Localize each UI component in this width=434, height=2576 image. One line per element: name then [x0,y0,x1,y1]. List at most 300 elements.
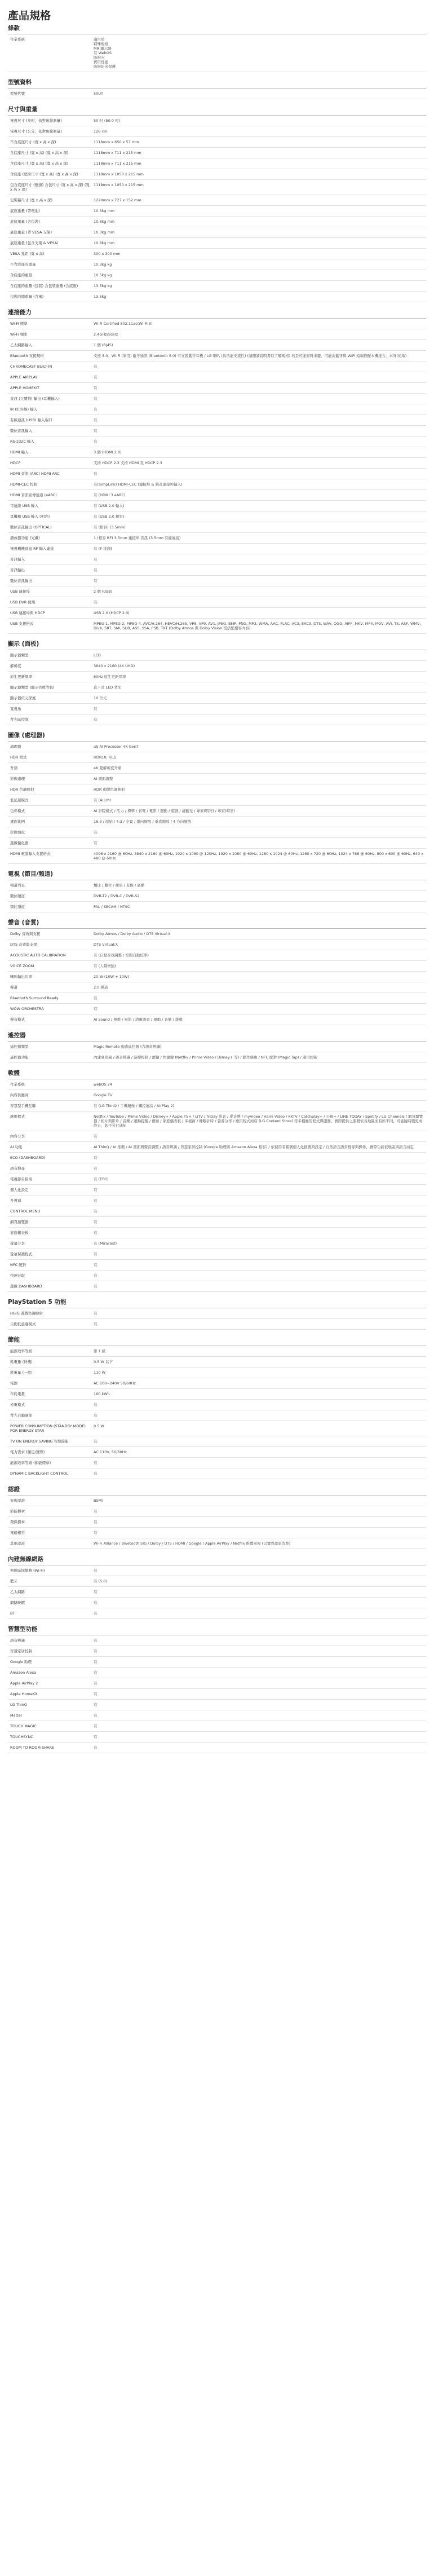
spec-label: LG ThinQ [10,1702,27,1707]
spec-row [8,586,426,597]
spec-value: 有 [94,1735,98,1739]
spec-value: 有 [94,396,98,401]
spec-label: 數位音訊輸出 [10,579,32,583]
spec-row [8,1185,426,1196]
spec-label: 原生更新頻率 [10,674,32,679]
spec-label: 藍牙 [10,1579,17,1583]
spec-row [8,281,426,292]
spec-label: Apple AirPlay 2 [10,1681,38,1686]
spec-row [8,1496,426,1506]
spec-label: 影像處理 [10,777,25,781]
spec-row [8,608,426,619]
spec-label: USB DVR 使用 [10,600,36,605]
section-heading: 連接能力 [8,302,426,319]
spec-value: 有 [94,1509,98,1514]
spec-row [8,902,426,912]
spec-row [8,554,426,565]
spec-section [8,634,426,725]
spec-row [8,1378,426,1389]
spec-label: HGiG 遊戲色調映射 [10,1311,43,1316]
spec-value: 有 [94,996,98,1000]
spec-value: 有 (USB 2.0 相容) [94,514,125,519]
spec-row [8,319,426,329]
spec-value: 有 [94,707,98,711]
spec-label: 升頻 [10,766,17,770]
spec-label: 底座重量 (包含支架 & VESA) [10,241,59,245]
spec-label: USB 連接埠與 HDCP [10,611,45,615]
spec-label: 底座重量 (帶電池) [10,209,40,213]
spec-value: Wi-Fi Alliance / Bluetooth SIG / Dolby / DTS / HDMI / Google / Apple AirPlay / Netflix 推薦電視 (以實際認證為準) [94,1541,291,1546]
spec-row [8,565,426,576]
spec-label: 含底座的重量 [10,273,32,277]
spec-label: Apple HomeKit [10,1692,38,1696]
spec-label: WOW ORCHESTRA [10,1007,44,1011]
spec-value: 有 (Miracast) [94,1241,117,1246]
spec-label: 電視節目指南 [10,1177,32,1181]
spec-value: 2 個 (USB) [94,589,113,594]
spec-row [8,742,426,752]
spec-value: 適用於 特殊規格 MR 顯示器 有 WebOS 防潑水 實用性能 防潑防水保護 [94,37,116,69]
spec-value: 有 [94,1724,98,1728]
spec-value: AI Sound / 標準 / 電影 / 清晰語音 / 運動 / 音樂 / 遊戲 [94,1017,183,1022]
spec-label: BT [10,1611,15,1616]
spec-value: 有 (相容) (3.5mm) [94,525,126,530]
spec-value: 0.5 W 以下 [94,1360,113,1364]
spec-value: 有 [94,1681,98,1686]
spec-label: VOICE ZOOM [10,964,34,968]
spec-row [8,929,426,939]
spec-row [8,1410,426,1421]
spec-row [8,1400,426,1410]
spec-row [8,1131,426,1142]
spec-label: 含底座尺寸 (寬 x 高) (寬 x 高 x 深) [10,161,69,166]
spec-value: 1118mm x 650 x 57 mm [94,140,139,144]
spec-row [8,329,426,340]
spec-label: USB 支援格式 [10,621,34,626]
spec-value: DVB-T2 / DVB-C / DVB-S2 [94,894,140,898]
spec-row [8,522,426,533]
spec-row [8,426,426,436]
spec-value: 有 [94,1600,98,1605]
spec-value: 10.5kg kg [94,273,112,277]
spec-section [8,1025,426,1063]
spec-row [8,650,426,661]
spec-section [8,1292,426,1330]
spec-row [8,1079,426,1090]
spec-label: 應用程式 [10,1114,25,1119]
spec-label: 安規認證 [10,1498,25,1503]
spec-value: 有 [94,1520,98,1524]
spec-row [8,501,426,511]
spec-value: 有 [94,1413,98,1418]
spec-label: Matter [10,1713,23,1718]
spec-label: TOUCH MAGIC [10,1724,37,1728]
spec-row [8,1153,426,1163]
spec-row [8,982,426,993]
spec-value: 有 [94,1713,98,1718]
spec-label: DYNAMIC BACKLIGHT CONTROL [10,1471,68,1476]
spec-label: 耳機和 USB 輸入 (相容) [10,514,50,519]
spec-label: AI 功能 [10,1145,23,1149]
section-heading: 遙控器 [8,1025,426,1042]
spec-value: 3 個 (HDMI 2.0) [94,450,122,455]
section-heading: 型號資料 [8,72,426,89]
spec-row [8,1196,426,1206]
spec-row [8,784,426,795]
spec-section [8,912,426,1025]
spec-row [8,1111,426,1131]
spec-row [8,1517,426,1528]
spec-label: 不含底座尺寸 (寬 x 高 x 深) [10,140,56,144]
spec-value: 有 [94,1590,98,1594]
spec-row [8,180,426,195]
spec-section [8,864,426,912]
spec-row [8,158,426,169]
spec-label: 耗電量 (一般) [10,1370,33,1375]
spec-row [8,1565,426,1576]
spec-label: 能源效率等級 (節能標章) [10,1461,51,1465]
spec-value: 1118mm x 1050 x 215 mm [94,172,144,177]
spec-value: Magic Remote 動感遙控器 (含語音辨識) [94,1044,162,1049]
spec-row [8,1732,426,1743]
spec-row [8,89,426,99]
spec-value: 有 [94,429,98,433]
spec-value: 有 [94,407,98,412]
spec-value: 1 (相容 RF) 3.5mm 連接埠 音訊 (3.5mm 有線連接) [94,536,181,540]
spec-label: 遙控器功能 [10,1055,29,1060]
spec-value: HDR 動態色調映射 [94,787,125,792]
spec-row [8,880,426,891]
spec-value: 有 [94,1611,98,1616]
spec-value: webOS 24 [94,1082,113,1087]
spec-value: 有 [94,471,98,476]
spec-label: 作業系統 [10,1082,25,1087]
spec-value: 有 [94,1439,98,1444]
spec-value: Wi-Fi Certified 802.11ac(Wi-Fi 5) [94,321,153,326]
spec-value: 支援 5.0。Wi-Fi (家用) 藍牙通訊 (Bluetooth 5.0) 可支援藍牙耳機 / LG 喇叭 (具功能支援性) (請閱讀說明書以了解規格) 若是可能資料未盡，可能由藍牙與 WiFi 遠端搭配本機接合，本身(遠端) [94,354,407,358]
spec-row [8,1538,426,1549]
section-heading: 聲音 (音質) [8,912,426,929]
spec-row [8,511,426,522]
spec-row [8,619,426,634]
spec-row [8,827,426,838]
section-heading: 智慧型功能 [8,1619,426,1635]
spec-value: 有 [94,568,98,572]
spec-row [8,351,426,361]
spec-value: 有 (EPG) [94,1177,109,1181]
spec-label: Google 助理 [10,1660,32,1664]
spec-label: 乙太網路輸入 [10,343,32,347]
spec-label: 螢幕分享 [10,1241,25,1246]
spec-label: 數位音訊輸出 (OPTICAL) [10,525,52,530]
spec-value: LED [94,653,101,658]
spec-value: AC 100~240V 50/60Hz [94,1381,136,1386]
spec-row [8,34,426,72]
spec-label: HDMI 音訊回傳通道 (eARC) [10,493,57,497]
spec-value: 有 [94,579,98,583]
spec-row [8,1090,426,1101]
spec-value: 有(SimpLink) HDMI-CEC (連接埠 & 聲音連接埠輸入) [94,482,183,487]
spec-row [8,939,426,950]
spec-row [8,1346,426,1357]
spec-row [8,1389,426,1400]
spec-row [8,950,426,961]
spec-row [8,597,426,608]
spec-row [8,714,426,725]
spec-row [8,993,426,1004]
spec-row [8,292,426,302]
spec-label: 數位音訊輸入 [10,429,32,433]
spec-label: 數位頻道 [10,894,25,898]
spec-value: 2.0 聲道 [94,985,108,990]
spec-value: 有 [94,1188,98,1192]
spec-row [8,1458,426,1468]
spec-label: 智慧型手機互聯 [10,1104,36,1108]
spec-value: 有 [94,1745,98,1750]
spec-value: 有 [94,1530,98,1535]
spec-row [8,436,426,447]
spec-value: 第 1 級 [94,1349,106,1353]
spec-label: 網頁瀏覽器 [10,1220,29,1224]
spec-value: 1118mm x 1050 x 215 mm [94,183,144,187]
section-heading: PlayStation 5 功能 [8,1292,426,1308]
spec-label: ROOM TO ROOM SHARE [10,1745,55,1750]
spec-value: 有 [94,1322,98,1326]
spec-label: 含底座 (壁掛尺寸 (寬 x 高) (寬 x 高 x 深) [10,172,78,177]
spec-label: 遊戲 DASHBOARD [10,1284,42,1289]
spec-label: 底座重量 (帶 VESA 支架) [10,230,52,235]
spec-value: 類比 / 數位 / 衛星 / 有線 / 廣播 [94,883,145,888]
spec-value: 有 (自動音效調整 / 空間自動校準) [94,953,149,958]
spec-value: 有 [94,418,98,422]
spec-row [8,806,426,817]
spec-label: 聲音模式 [10,1017,25,1022]
spec-label: RS-232C 輸入 [10,439,34,444]
spec-row [8,1608,426,1619]
spec-section [8,1063,426,1292]
spec-row [8,704,426,714]
spec-row [8,1238,426,1249]
spec-label: 音訊輸出 [10,568,25,572]
spec-row [8,238,426,249]
spec-row [8,1506,426,1517]
spec-row [8,1721,426,1732]
spec-label: TOUCHSYNC [10,1735,33,1739]
spec-value: 有 [94,717,98,722]
section-heading: 軟體 [8,1063,426,1079]
spec-label: 包含底座尺寸 (壁掛) 含包尺寸 (寬 x 高 x 深) (寬 x 高 x 深) [10,183,90,192]
spec-row [8,1249,426,1260]
section-heading: 尺寸與重量 [8,99,426,116]
spec-label: 節能標章 [10,1509,25,1514]
spec-section [8,72,426,99]
spec-label: 語音辨識 [10,1638,25,1643]
spec-label: 電源 [10,1381,17,1386]
spec-row [8,1468,426,1479]
spec-label: 快速存取 [10,1273,25,1278]
spec-row [8,479,426,490]
spec-value: 有 [94,1220,98,1224]
spec-row [8,383,426,394]
spec-value: 110 W [94,1370,105,1375]
spec-label: HDMI 輸入 [10,450,29,455]
spec-row [8,217,426,227]
spec-value: PAL / SECAM / NTSC [94,905,130,909]
spec-value: 1118mm x 711 x 215 mm [94,151,141,155]
spec-row [8,372,426,383]
spec-section [8,18,426,72]
spec-label: 電磁相容 [10,1530,25,1535]
spec-row [8,533,426,544]
spec-row [8,1163,426,1174]
spec-section [8,1549,426,1619]
spec-row [8,270,426,281]
spec-row [8,1700,426,1710]
spec-label: 寬視角 [10,707,21,711]
spec-value: 16:9 / 原始 / 4:3 / 全寬 / 縱向縮放 / 垂直縮放 / 4 方向縮放 [94,819,192,824]
spec-row [8,137,426,148]
section-heading: 圖像 (處理器) [8,725,426,742]
spec-row [8,1576,426,1587]
spec-row [8,1710,426,1721]
spec-value: Netflix / YouTube / Prime Video / Disney+ / Apple TV+ / LiTV / friDay 影音 / 愛奇藝 / myVideo / Hami Video / KKTV / Catchplay+ / 公視+ / LINE TODAY / Spotify / LG Channels / 網頁瀏覽器 / 相片與影片 / 音樂 / 運動提醒 / 藝廊 / 家庭儀表板 / 多視窗 / 睡眠計時 / 螢幕分享 / 應用程式商店 (LG Content Store) 等多種應用程式與服務，實際提供之服務依各地區而有所不同，可能隨時變更或終止，恕不另行通知 [94,1114,423,1128]
spec-value: 160 kWh [94,1392,110,1396]
spec-label: 聲道 [10,985,17,990]
spec-value: 10.8kg mm [94,241,115,245]
spec-label: IR (紅外線) 輸入 [10,407,38,412]
spec-row [8,1004,426,1014]
spec-row [8,544,426,554]
spec-row [8,1689,426,1700]
spec-label: ECO (DASHBOARD) [10,1155,46,1160]
spec-row [8,227,426,238]
spec-label: 自動低延遲模式 [10,1322,36,1326]
spec-label: 包裝的總重量 (含電) [10,294,44,299]
section-heading: 節能 [8,1330,426,1346]
spec-label: 電視尺寸 (公分，依對角線測量) [10,129,62,134]
spec-label: 其他認證 [10,1541,25,1546]
spec-value: 有 [94,375,98,380]
spec-section [8,302,426,634]
spec-row [8,1436,426,1447]
spec-row [8,361,426,372]
spec-value: 10.3kg mm [94,230,115,235]
section-heading: 內建無線網路 [8,1549,426,1565]
spec-row [8,148,426,158]
spec-value: Google TV [94,1093,113,1097]
spec-value: 有 [94,1263,98,1267]
spec-value: 有 [94,1471,98,1476]
spec-row [8,447,426,458]
spec-row [8,1260,426,1271]
spec-row [8,682,426,693]
spec-label: HDMI 音訊 (ARC) HDMI ARC [10,471,60,476]
spec-row [8,763,426,774]
spec-label: 耗電量 (待機) [10,1360,33,1364]
spec-row [8,469,426,479]
spec-value: 1 個 (RJ45) [94,343,113,347]
spec-value: 有 [94,364,98,369]
spec-row [8,1743,426,1753]
spec-value: 有 [94,1209,98,1214]
spec-value: 有 [94,1273,98,1278]
spec-row [8,404,426,415]
spec-value: 有 [94,830,98,835]
spec-label: Wi-Fi 頻率 [10,332,28,337]
spec-row [8,126,426,137]
spec-label: 音訊輸入 [10,557,25,562]
spec-label: 喇叭輸出功率 [10,974,32,979]
spec-value: 有 (ALLM) [94,798,111,802]
spec-label: 底座重量 (含包裝) [10,219,40,224]
spec-label: 無線區域網路 (Wi-Fi) [10,1568,45,1573]
spec-label: 影像強化 [10,830,25,835]
spec-row [8,169,426,180]
spec-value: 有 [94,600,98,605]
spec-value: 有 (HDMI 3 eARC) [94,493,126,497]
spec-label: 內容供應商 [10,1093,29,1097]
spec-value: 有 [94,841,98,845]
spec-label: 作業系統 [10,37,25,42]
spec-value: 有 [94,557,98,562]
spec-label: 顯示器類型 (顯示亮度等級) [10,685,55,690]
spec-row [8,1357,426,1368]
spec-label: 環保標章 [10,1520,25,1524]
spec-label: 螢幕保護程式 [10,1252,32,1256]
spec-value: 有 [94,1198,98,1203]
spec-row [8,795,426,806]
spec-label: HDR 色調映射 [10,787,34,792]
spec-label: NFC 配對 [10,1263,26,1267]
spec-value: AI 影院模式 / 活力 / 標準 / 省電 / 電影 / 運動 / 遊戲 / 濾藍光 / 專家(明亮) / 專家(暗室) [94,809,235,813]
spec-row [8,672,426,682]
spec-value: 有 (5.0) [94,1579,107,1583]
spec-value: 10.8kg mm [94,219,115,224]
spec-label: 網路喚醒 [10,1600,25,1605]
spec-value: MPEG-1, MPEG-2, MPEG-4, AVC/H.264, HEVC/H.265, VP8, VP9, AV1, JPEG, BMP, PNG, MP3, WMA, AAC, FLAC, AC3, EAC3, DTS, WAV, OGG, AIFF, MKV, MP4, MOV, AVI, TS, ASF, WMV, DivX, SRT, SMI, SUB, ASS, SSA, PSB, TXT (Dolby Atmos 與 Dolby Vision 需搭配相容內容) [94,621,421,630]
spec-label: USB 連接埠 [10,589,30,594]
spec-label: DTS 音效與支援 [10,942,37,947]
spec-value: 有 [94,1702,98,1707]
spec-row [8,1668,426,1678]
spec-value: 有 [94,1230,98,1235]
spec-value: 50 吋 (50.0 吋) [94,118,121,123]
spec-row [8,490,426,501]
spec-label: 型號代號 [10,91,25,96]
spec-label: Amazon Alexa [10,1670,37,1675]
spec-value: 有 [94,1649,98,1653]
section-heading: 電視 (節目/頻道) [8,864,426,880]
spec-section [8,1479,426,1549]
spec-row [8,1635,426,1646]
spec-label: 畫面比例 [10,819,25,824]
spec-label: 類比頻道 [10,905,25,909]
spec-label: CONTROL MENU [10,1209,41,1214]
spec-value: 4K 超解析度升頻 [94,766,122,770]
spec-value: 有 [94,1692,98,1696]
spec-row [8,1587,426,1598]
spec-value: 1220mm x 727 x 152 mm [94,198,141,202]
section-heading: 條款 [8,18,426,34]
spec-label: 含底座的重量 (包裝) 含包裝重量 (含底座) [10,284,78,288]
spec-label: 含底座尺寸 (寬 x 高) (寬 x 高 x 深) [10,151,69,155]
spec-value: 0.5 W [94,1424,104,1428]
spec-value: 有 (人聲增強) [94,964,116,968]
spec-row [8,752,426,763]
spec-label: 能源效率等級 [10,1349,32,1353]
spec-value: 有 [94,1252,98,1256]
spec-label: 背光自動調節 [10,1413,32,1418]
